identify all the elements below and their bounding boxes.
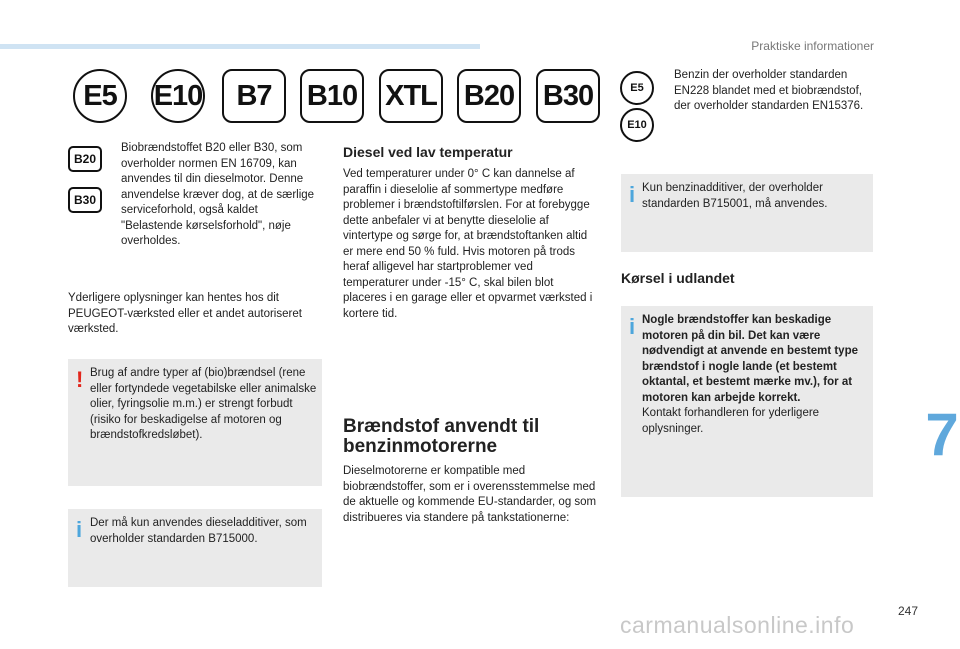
watermark: carmanualsonline.info [620, 612, 855, 638]
chapter-tab: 7 [925, 401, 959, 468]
petrol-fuel-paragraph: Dieselmotorerne er kompatible med biobrændstoffer, som er i overensstemmelse med de aktuelle og kommende EU-standarder, og som distribueres via standere på tankstationerne: [343, 465, 597, 524]
petrol-fuel-heading-line1: Brændstof anvendt til [343, 416, 540, 437]
abroad-box-bold-text: Nogle brændstoffer kan beskadige motoren på din bil. Det kan være nødvendigt at anvende en bestemt type brændstof i nogle lande (et bestemt oktantal, et bestemt mærke mv.), for at motoren kan arbejde korrekt. [642, 314, 858, 404]
fuel-label-e10: E10 [151, 69, 205, 123]
badge-b30: B30 [68, 187, 102, 213]
info-icon: i [76, 517, 83, 542]
abroad-box-text [642, 313, 869, 437]
more-info-paragraph: Yderligere oplysninger kan hentes hos dit PEUGEOT-værksted eller et andet autoriseret værksted. [68, 292, 302, 335]
diesel-additive-text: Der må kun anvendes dieseladditiver, som overholder standarden B715000. [90, 517, 307, 545]
fuel-label-e5: E5 [73, 69, 127, 123]
abroad-info-box [621, 306, 873, 497]
top-color-bar [0, 44, 480, 49]
section-title: Praktiske informationer [751, 39, 874, 53]
petrol-additive-box [621, 174, 873, 252]
abroad-box-normal-text: Kontakt forhandleren for yderligere oplysninger. [642, 407, 820, 435]
warning-box [68, 359, 322, 486]
warning-icon: ! [76, 367, 84, 392]
abroad-heading: Kørsel i udlandet [621, 270, 735, 286]
fuel-label-b30: B30 [536, 69, 600, 123]
petrol-fuel-heading [343, 417, 539, 457]
fuel-label-b20: B20 [457, 69, 521, 123]
warning-box-text: Brug af andre typer af (bio)brændsel (rene eller fortyndede vegetabilske eller animalske olier, fyringsolie m.m.) er strengt forbudt (risiko for beskadigelse af motoren og brændstofkredsløbet). [90, 367, 317, 441]
page-number: 247 [898, 604, 919, 618]
badge-e5: E5 [620, 71, 654, 105]
biodiesel-paragraph: Biobrændstoffet B20 eller B30, som overholder normen EN 16709, kan anvendes til din dieselmotor. Denne anvendelse kræver dog, at de særlige serviceforhold, også kaldet "Belastende kørselsforhold", nøje overholdes. [121, 142, 315, 247]
info-icon: i [629, 314, 636, 339]
info-icon: i [629, 182, 636, 207]
petrol-additive-text: Kun benzinadditiver, der overholder standarden B715001, må anvendes. [642, 182, 828, 210]
badge-b20: B20 [68, 146, 102, 172]
fuel-label-b10: B10 [300, 69, 364, 123]
petrol-fuel-heading-line2: benzinmotorerne [343, 436, 498, 457]
diesel-paragraph: Ved temperaturer under 0° C kan dannelse af paraffin i dieselolie af sommertype medføre problemer i brændstoftilførslen. For at forebygge dette anbefaler vi at benytte dieselolie af vintertype og sørge for, at brændstoftanken altid er mere end 50 % fuld. Hvis motoren på trods heraf alligevel har startproblemer ved temperaturer under -15° C, skal bilen blot placeres i en garage eller et opvarmet værksted i kortere tid. [343, 168, 593, 320]
fuel-label-xtl: XTL [379, 69, 443, 123]
diesel-additive-box [68, 509, 322, 587]
petrol-standard-paragraph: Benzin der overholder standarden EN228 blandet med et biobrændstof, der overholder standarden EN15376. [674, 69, 864, 112]
badge-e10: E10 [620, 108, 654, 142]
diesel-heading: Diesel ved lav temperatur [343, 144, 513, 160]
fuel-label-b7: B7 [222, 69, 286, 123]
